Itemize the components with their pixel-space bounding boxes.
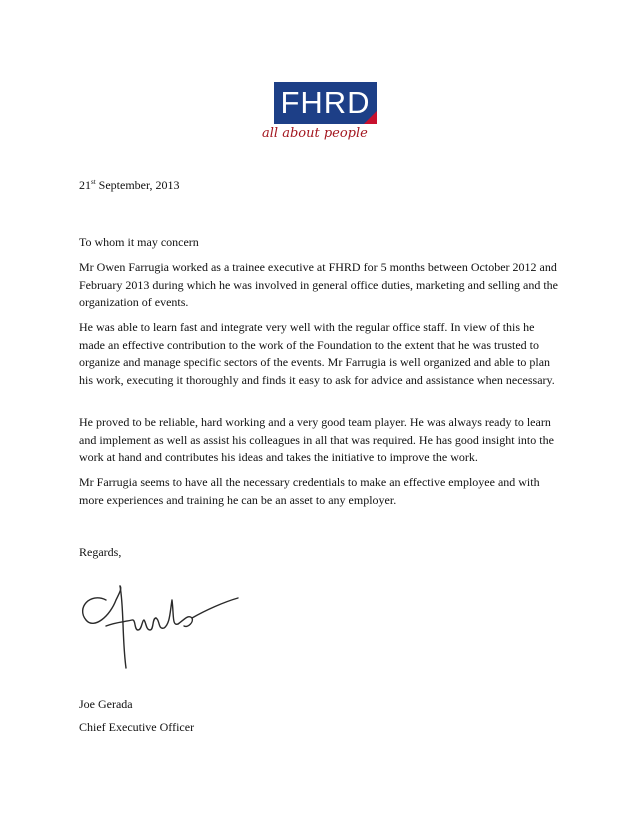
handwritten-signature xyxy=(76,578,244,676)
body-paragraph-1: Mr Owen Farrugia worked as a trainee executive at FHRD for 5 months between October 2012 and February 2013 during which he was involved in general office duties, marketing and selling and the organization of events. xyxy=(79,260,558,309)
logo-box xyxy=(274,82,377,124)
body-paragraph-3: He proved to be reliable, hard working and a very good team player. He was always ready to learn and implement as well as assist his colleagues in all that was required. He has good insight into the work at hand and contributes his ideas and takes the initiative to improve the work. xyxy=(79,415,554,464)
logo-accent-triangle xyxy=(364,111,377,124)
closing: Regards, xyxy=(79,545,122,559)
body-paragraph-2: He was able to learn fast and integrate very well with the regular office staff. In view of this he made an effective contribution to the work of the Foundation to the extent that he was trusted to organize and manage specific sectors of the events. Mr Farrugia is well organized and able to plan his work, executing it thoroughly and finds it easy to ask for advice and assistance when necessary. xyxy=(79,320,555,387)
fhrd-logo xyxy=(262,82,390,154)
greeting: To whom it may concern xyxy=(79,235,199,249)
logo-brand-text: FHRD xyxy=(280,85,371,120)
date-rest: September, 2013 xyxy=(98,178,180,192)
signer-name: Joe Gerada xyxy=(79,697,133,711)
date-day: 21 xyxy=(79,178,91,192)
logo-tagline: all about people xyxy=(262,126,368,141)
signer-title: Chief Executive Officer xyxy=(79,720,195,734)
date-suffix: st xyxy=(91,178,96,186)
letter-date xyxy=(79,178,180,193)
body-paragraph-4: Mr Farrugia seems to have all the necessary credentials to make an effective employee and with more experiences and training he can be an asset to any employer. xyxy=(79,475,540,507)
